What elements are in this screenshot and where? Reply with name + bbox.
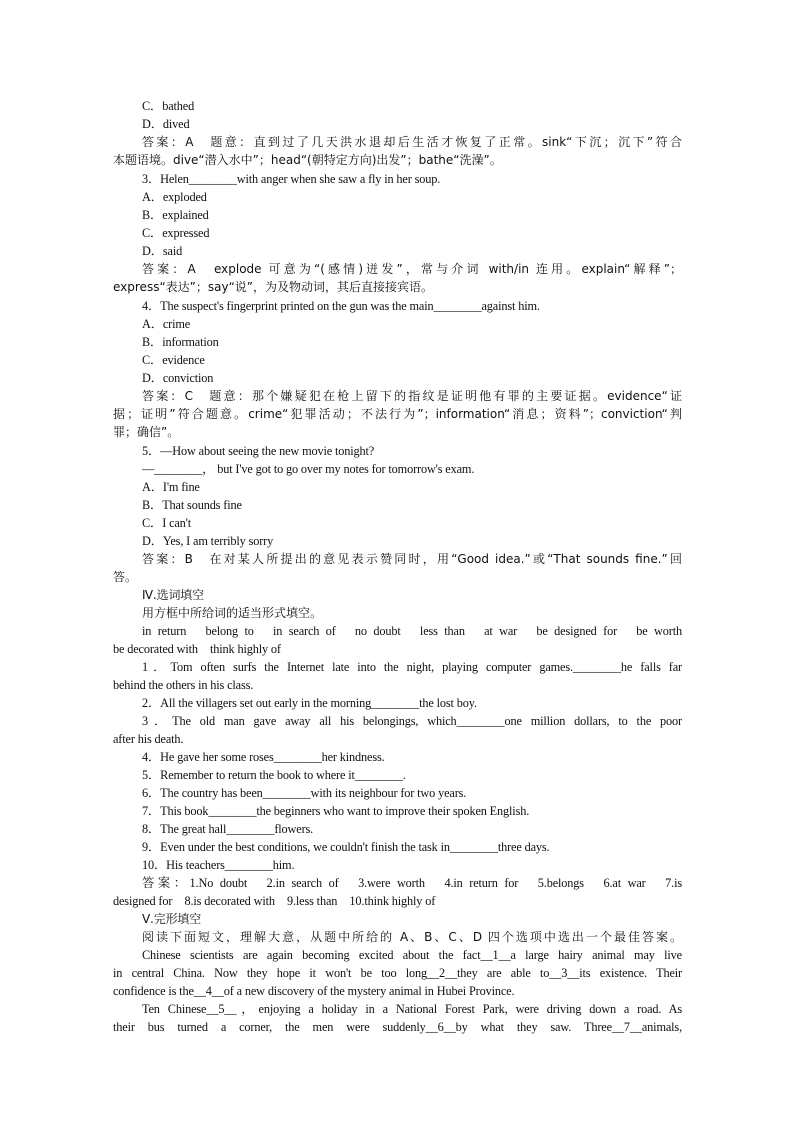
text-line: B．information <box>142 335 219 349</box>
text-line: confidence is the__4__of a new discovery of the mystery animal in Hubei Province. <box>113 984 515 998</box>
text-line: D．dived <box>142 117 190 131</box>
text-line: 3．Helen________with anger when she saw a fly in her soup. <box>142 172 441 186</box>
text-line: C．evidence <box>142 353 205 367</box>
text-line: 据；证明”符合题意。crime“犯罪活动；不法行为”；information“消息；资料”；conviction“判 <box>113 407 682 421</box>
text-line: 6．The country has been________with its neighbour for two years. <box>142 786 467 800</box>
text-line: 本题语境。dive“潜入水中”；head“(朝特定方向)出发”；bathe“洗澡”。 <box>113 153 502 167</box>
text-line: 罪；确信”。 <box>113 425 180 439</box>
text-line: 答案：C 题意：那个嫌疑犯在枪上留下的指纹是证明他有罪的主要证据。evidence“证 <box>142 389 682 403</box>
text-line: D．Yes, I am terribly sorry <box>142 534 274 548</box>
text-line: 1．Tom often surfs the Internet late into the night, playing computer games.________he falls far <box>142 660 682 674</box>
text-line: 5．—How about seeing the new movie tonight? <box>142 444 375 458</box>
text-line: 答案：B 在对某人所提出的意见表示赞同时，用“Good idea.”或“That sounds fine.”回 <box>142 552 682 566</box>
text-line: 用方框中所给词的适当形式填空。 <box>142 606 323 620</box>
text-line: B．explained <box>142 208 209 222</box>
text-line: designed for 8.is decorated with 9.less than 10.think highly of <box>113 894 436 908</box>
text-line: A．I'm fine <box>142 480 200 494</box>
text-line: 4．The suspect's fingerprint printed on the gun was the main________against him. <box>142 299 540 313</box>
text-line: 10．His teachers________him. <box>142 858 295 872</box>
text-line: 答。 <box>113 570 138 584</box>
text-line: C．I can't <box>142 516 192 530</box>
text-line: in central China. Now they hope it won't be too long__2__they are able to__3__its existence. Their <box>113 966 682 980</box>
text-line: 9．Even under the best conditions, we couldn't finish the task in________three days. <box>142 840 550 854</box>
text-line: Ten Chinese__5__，enjoying a holiday in a National Forest Park, were driving down a road. As <box>142 1002 682 1016</box>
text-line: be decorated with think highly of <box>113 642 281 656</box>
text-line: 7．This book________the beginners who want to improve their spoken English. <box>142 804 530 818</box>
text-line: A．exploded <box>142 190 207 204</box>
text-line: C．expressed <box>142 226 210 240</box>
text-line: 阅读下面短文，理解大意，从题中所给的 A、B、C、D 四个选项中选出一个最佳答案。 <box>142 930 682 944</box>
text-line: Ⅳ.选词填空 <box>142 588 204 602</box>
text-line: D．conviction <box>142 371 214 385</box>
text-line: 8．The great hall________flowers. <box>142 822 314 836</box>
text-line: express“表达”；say“说”，为及物动词，其后直接接宾语。 <box>113 280 434 294</box>
text-line: behind the others in his class. <box>113 678 254 692</box>
text-line: Chinese scientists are again becoming excited about the fact__1__a large hairy animal may live <box>142 948 682 962</box>
text-line: their bus turned a corner, the men were suddenly__6__by what they saw. Three__7__animals, <box>113 1020 682 1034</box>
text-line: 答案：A explode 可意为“(感情)迸发”，常与介词 with/in 连用。explain“解释”； <box>142 262 682 276</box>
text-line: 3．The old man gave away all his belongings, which________one million dollars, to the poor <box>142 714 682 728</box>
text-line: C．bathed <box>142 99 195 113</box>
text-line: 答案：A 题意：直到过了几天洪水退却后生活才恢复了正常。sink“下沉；沉下”符合 <box>142 135 682 149</box>
text-line: Ⅴ.完形填空 <box>142 912 202 926</box>
text-line: D．said <box>142 244 183 258</box>
text-line: 2．All the villagers set out early in the morning________the lost boy. <box>142 696 477 710</box>
text-line: 5．Remember to return the book to where it________. <box>142 768 406 782</box>
text-line: —________， but I've got to go over my notes for tomorrow's exam. <box>142 462 475 476</box>
text-line: B．That sounds fine <box>142 498 242 512</box>
text-line: 4．He gave her some roses________her kindness. <box>142 750 385 764</box>
text-line: 答案：1.No doubt 2.in search of 3.were worth 4.in return for 5.belongs 6.at war 7.is <box>142 876 682 890</box>
text-line: A．crime <box>142 317 191 331</box>
text-line: after his death. <box>113 732 184 746</box>
text-line: in return belong to in search of no doubt less than at war be designed for be worth <box>142 624 682 638</box>
